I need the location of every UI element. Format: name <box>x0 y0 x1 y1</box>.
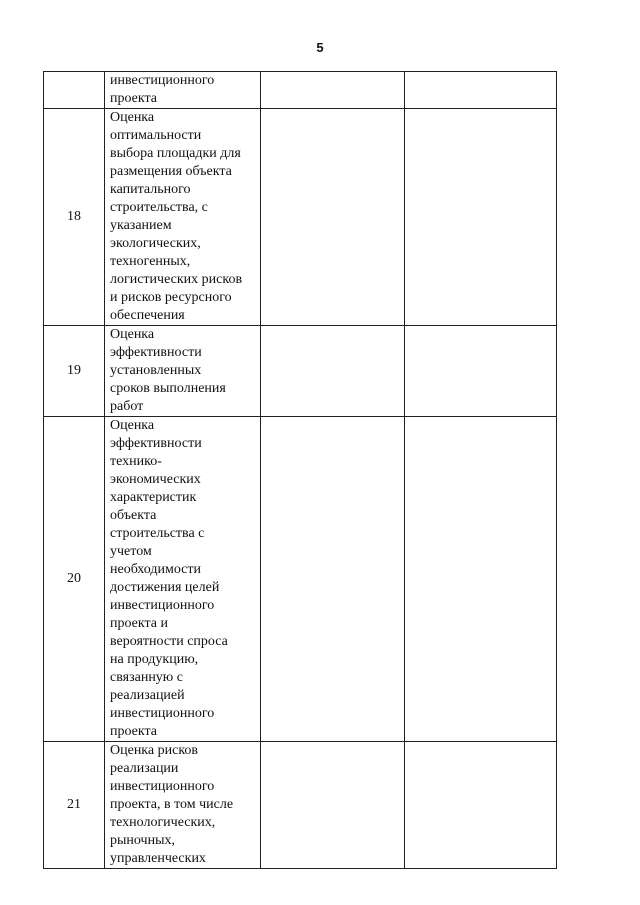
row-number-cell: 20 <box>44 417 105 742</box>
criterion-cell: инвестиционного проекта <box>105 72 261 109</box>
criterion-cell: Оценка эффективности технико- экономических характеристик объекта строительства с учетом необходимости достижения целей инвестиционного проекта и вероятности спроса на продукцию, связанную с реализацией инвестиционного проекта <box>105 417 261 742</box>
comment-cell <box>405 417 557 742</box>
value-cell <box>261 417 405 742</box>
value-cell <box>261 742 405 869</box>
criterion-cell: Оценка рисков реализации инвестиционного проекта, в том числе технологических, рыночных, управленческих <box>105 742 261 869</box>
table-row <box>44 742 557 869</box>
table-row <box>44 417 557 742</box>
comment-cell <box>405 742 557 869</box>
evaluation-table <box>43 71 557 869</box>
row-number-cell <box>44 72 105 109</box>
row-number-cell: 21 <box>44 742 105 869</box>
value-cell <box>261 326 405 417</box>
comment-cell <box>405 326 557 417</box>
page-number: 5 <box>316 40 324 55</box>
table-row <box>44 72 557 109</box>
row-number-cell: 19 <box>44 326 105 417</box>
table-row <box>44 109 557 326</box>
comment-cell <box>405 109 557 326</box>
comment-cell <box>405 72 557 109</box>
value-cell <box>261 109 405 326</box>
criterion-cell: Оценка оптимальности выбора площадки для размещения объекта капитального строительства, с указанием экологических, техногенных, логистических рисков и рисков ресурсного обеспечения <box>105 109 261 326</box>
value-cell <box>261 72 405 109</box>
table-row <box>44 326 557 417</box>
criterion-cell: Оценка эффективности установленных сроков выполнения работ <box>105 326 261 417</box>
row-number-cell: 18 <box>44 109 105 326</box>
